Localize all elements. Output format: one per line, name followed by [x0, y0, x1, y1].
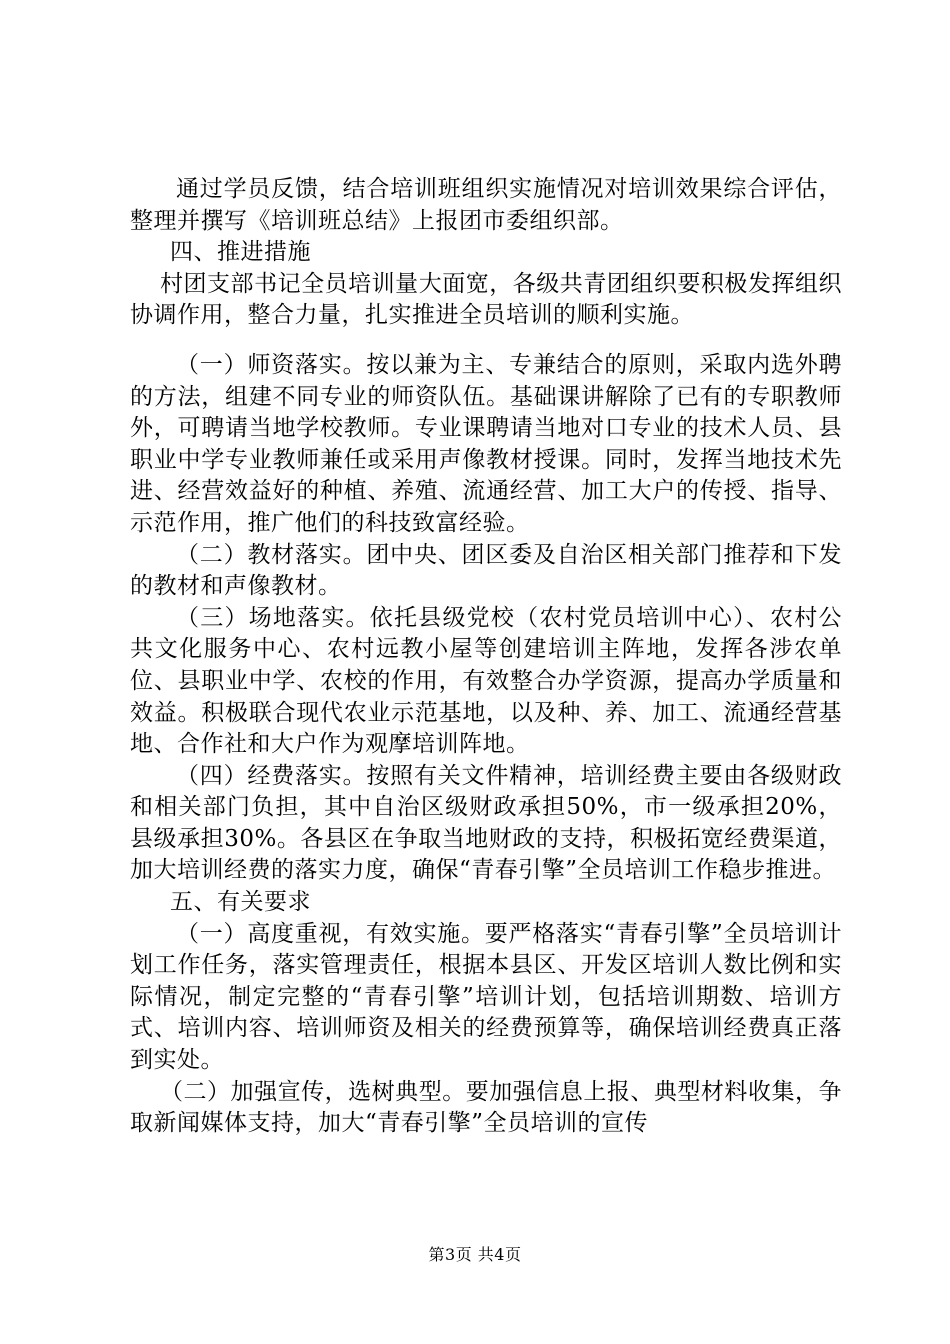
paragraph-evaluation: 通过学员反馈，结合培训班组织实施情况对培训效果综合评估，整理并撰写《培训班总结》上报团市委组织部。: [130, 176, 842, 234]
paragraph-publicity: （二）加强宣传，选树典型。要加强信息上报、典型材料收集，争取新闻媒体支持，加大“青春引擎”全员培训的宣传: [130, 1078, 842, 1137]
document-body: [130, 174, 842, 1140]
paragraph-measures-intro: 村团支部书记全员培训量大面宽，各级共青团组织要积极发挥组织协调作用，整合力量，扎实推进全员培训的顺利实施。: [130, 270, 842, 329]
paragraph-funding: （四）经费落实。按照有关文件精神，培训经费主要由各级财政和相关部门负担，其中自治区级财政承担50%，市一级承担20%，县级承担30%。各县区在争取当地财政的支持，积极拓宽经费渠道，加大培训经费的落实力度，确保“青春引擎”全员培训工作稳步推进。: [130, 762, 842, 884]
paragraph-teachers: （一）师资落实。按以兼为主、专兼结合的原则，采取内选外聘的方法，组建不同专业的师资队伍。基础课讲解除了已有的专职教师外，可聘请当地学校教师。专业课聘请当地对口专业的技术人员、县职业中学专业教师兼任或采用声像教材授课。同时，发挥当地技术先进、经营效益好的种植、养殖、流通经营、加工大户的传授、指导、示范作用，推广他们的科技致富经验。: [130, 351, 842, 536]
section-heading-measures: 四、推进措施: [170, 239, 311, 266]
paragraph-attention: （一）高度重视，有效实施。要严格落实“青春引擎”全员培训计划工作任务，落实管理责任，根据本县区、开发区培训人数比例和实际情况，制定完整的“青春引擎”培训计划，包括培训期数、培训方式、培训内容、培训师资及相关的经费预算等，确保培训经费真正落到实处。: [130, 920, 842, 1074]
page-number: 第3页 共4页: [428, 1245, 522, 1264]
paragraph-materials: （二）教材落实。团中央、团区委及自治区相关部门推荐和下发的教材和声像教材。: [130, 541, 842, 600]
section-heading-requirements: 五、有关要求: [170, 889, 311, 916]
paragraph-venues: （三）场地落实。依托县级党校（农村党员培训中心）、农村公共文化服务中心、农村远教小屋等创建培训主阵地，发挥各涉农单位、县职业中学、农校的作用，有效整合办学资源，提高办学质量和效益。积极联合现代农业示范基地，以及种、养、加工、流通经营基地、合作社和大户作为观摩培训阵地。: [130, 604, 842, 758]
